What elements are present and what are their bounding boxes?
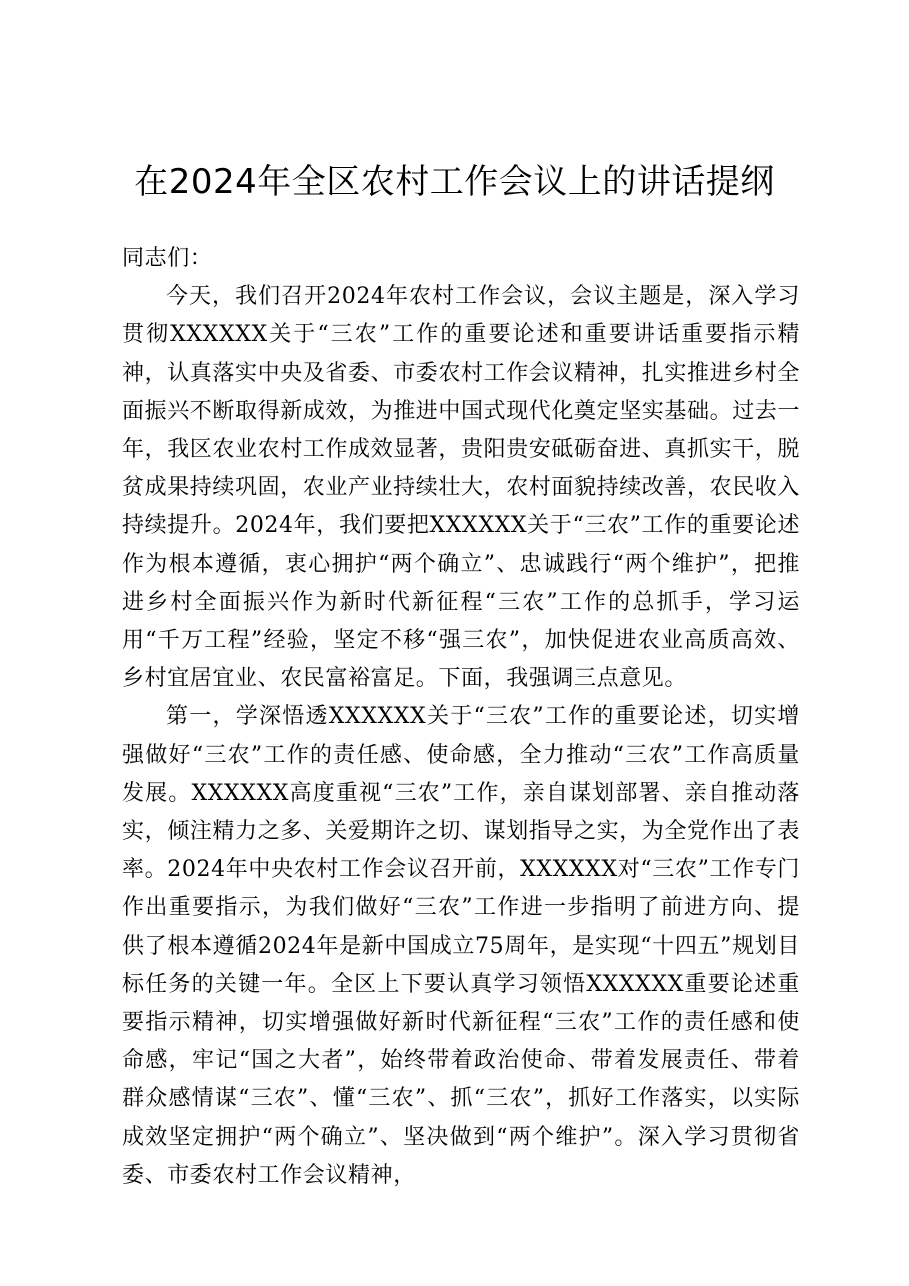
- salutation: 同志们：: [122, 246, 213, 271]
- document-body: [122, 240, 800, 1195]
- paragraph-opening: 今天，我们召开2024年农村工作会议，会议主题是，深入学习贯彻XXXXXX关于“三农”工作的重要论述和重要讲话重要指示精神，认真落实中央及省委、市委农村工作会议精神，扎实推进乡村全面振兴不断取得新成效，为推进中国式现代化奠定坚实基础。过去一年，我区农业农村工作成效显著，贵阳贵安砥砺奋进、真抓实干，脱贫成果持续巩固，农业产业持续壮大，农村面貌持续改善，农民收入持续提升。2024年，我们要把XXXXXX关于“三农”工作的重要论述作为根本遵循，衷心拥护“两个确立”、忠诚践行“两个维护”，把推进乡村全面振兴作为新时代新征程“三农”工作的总抓手，学习运用“千万工程”经验，坚定不移“强三农”，加快促进农业高质高效、乡村宜居宜业、农民富裕富足。下面，我强调三点意见。: [122, 284, 801, 692]
- paragraph-first-point: 第一，学深悟透XXXXXX关于“三农”工作的重要论述，切实增强做好“三农”工作的责任感、使命感，全力推动“三农”工作高质量发展。XXXXXX高度重视“三农”工作，亲自谋划部署、亲自推动落实，倾注精力之多、关爱期许之切、谋划指导之实，为全党作出了表率。2024年中央农村工作会议召开前，XXXXXX对“三农”工作专门作出重要指示，为我们做好“三农”工作进一步指明了前进方向、提供了根本遵循2024年是新中国成立75周年，是实现“十四五”规划目标任务的关键一年。全区上下要认真学习领悟XXXXXX重要论述重要指示精神，切实增强做好新时代新征程“三农”工作的责任感和使命感，牢记“国之大者”，始终带着政治使命、带着发展责任、带着群众感情谋“三农”、懂“三农”、抓“三农”，抓好工作落实，以实际成效坚定拥护“两个确立”、坚决做到“两个维护”。深入学习贯彻省委、市委农村工作会议精神，: [122, 704, 801, 1188]
- document-title: 在2024年全区农村工作会议上的讲话提纲: [134, 162, 775, 202]
